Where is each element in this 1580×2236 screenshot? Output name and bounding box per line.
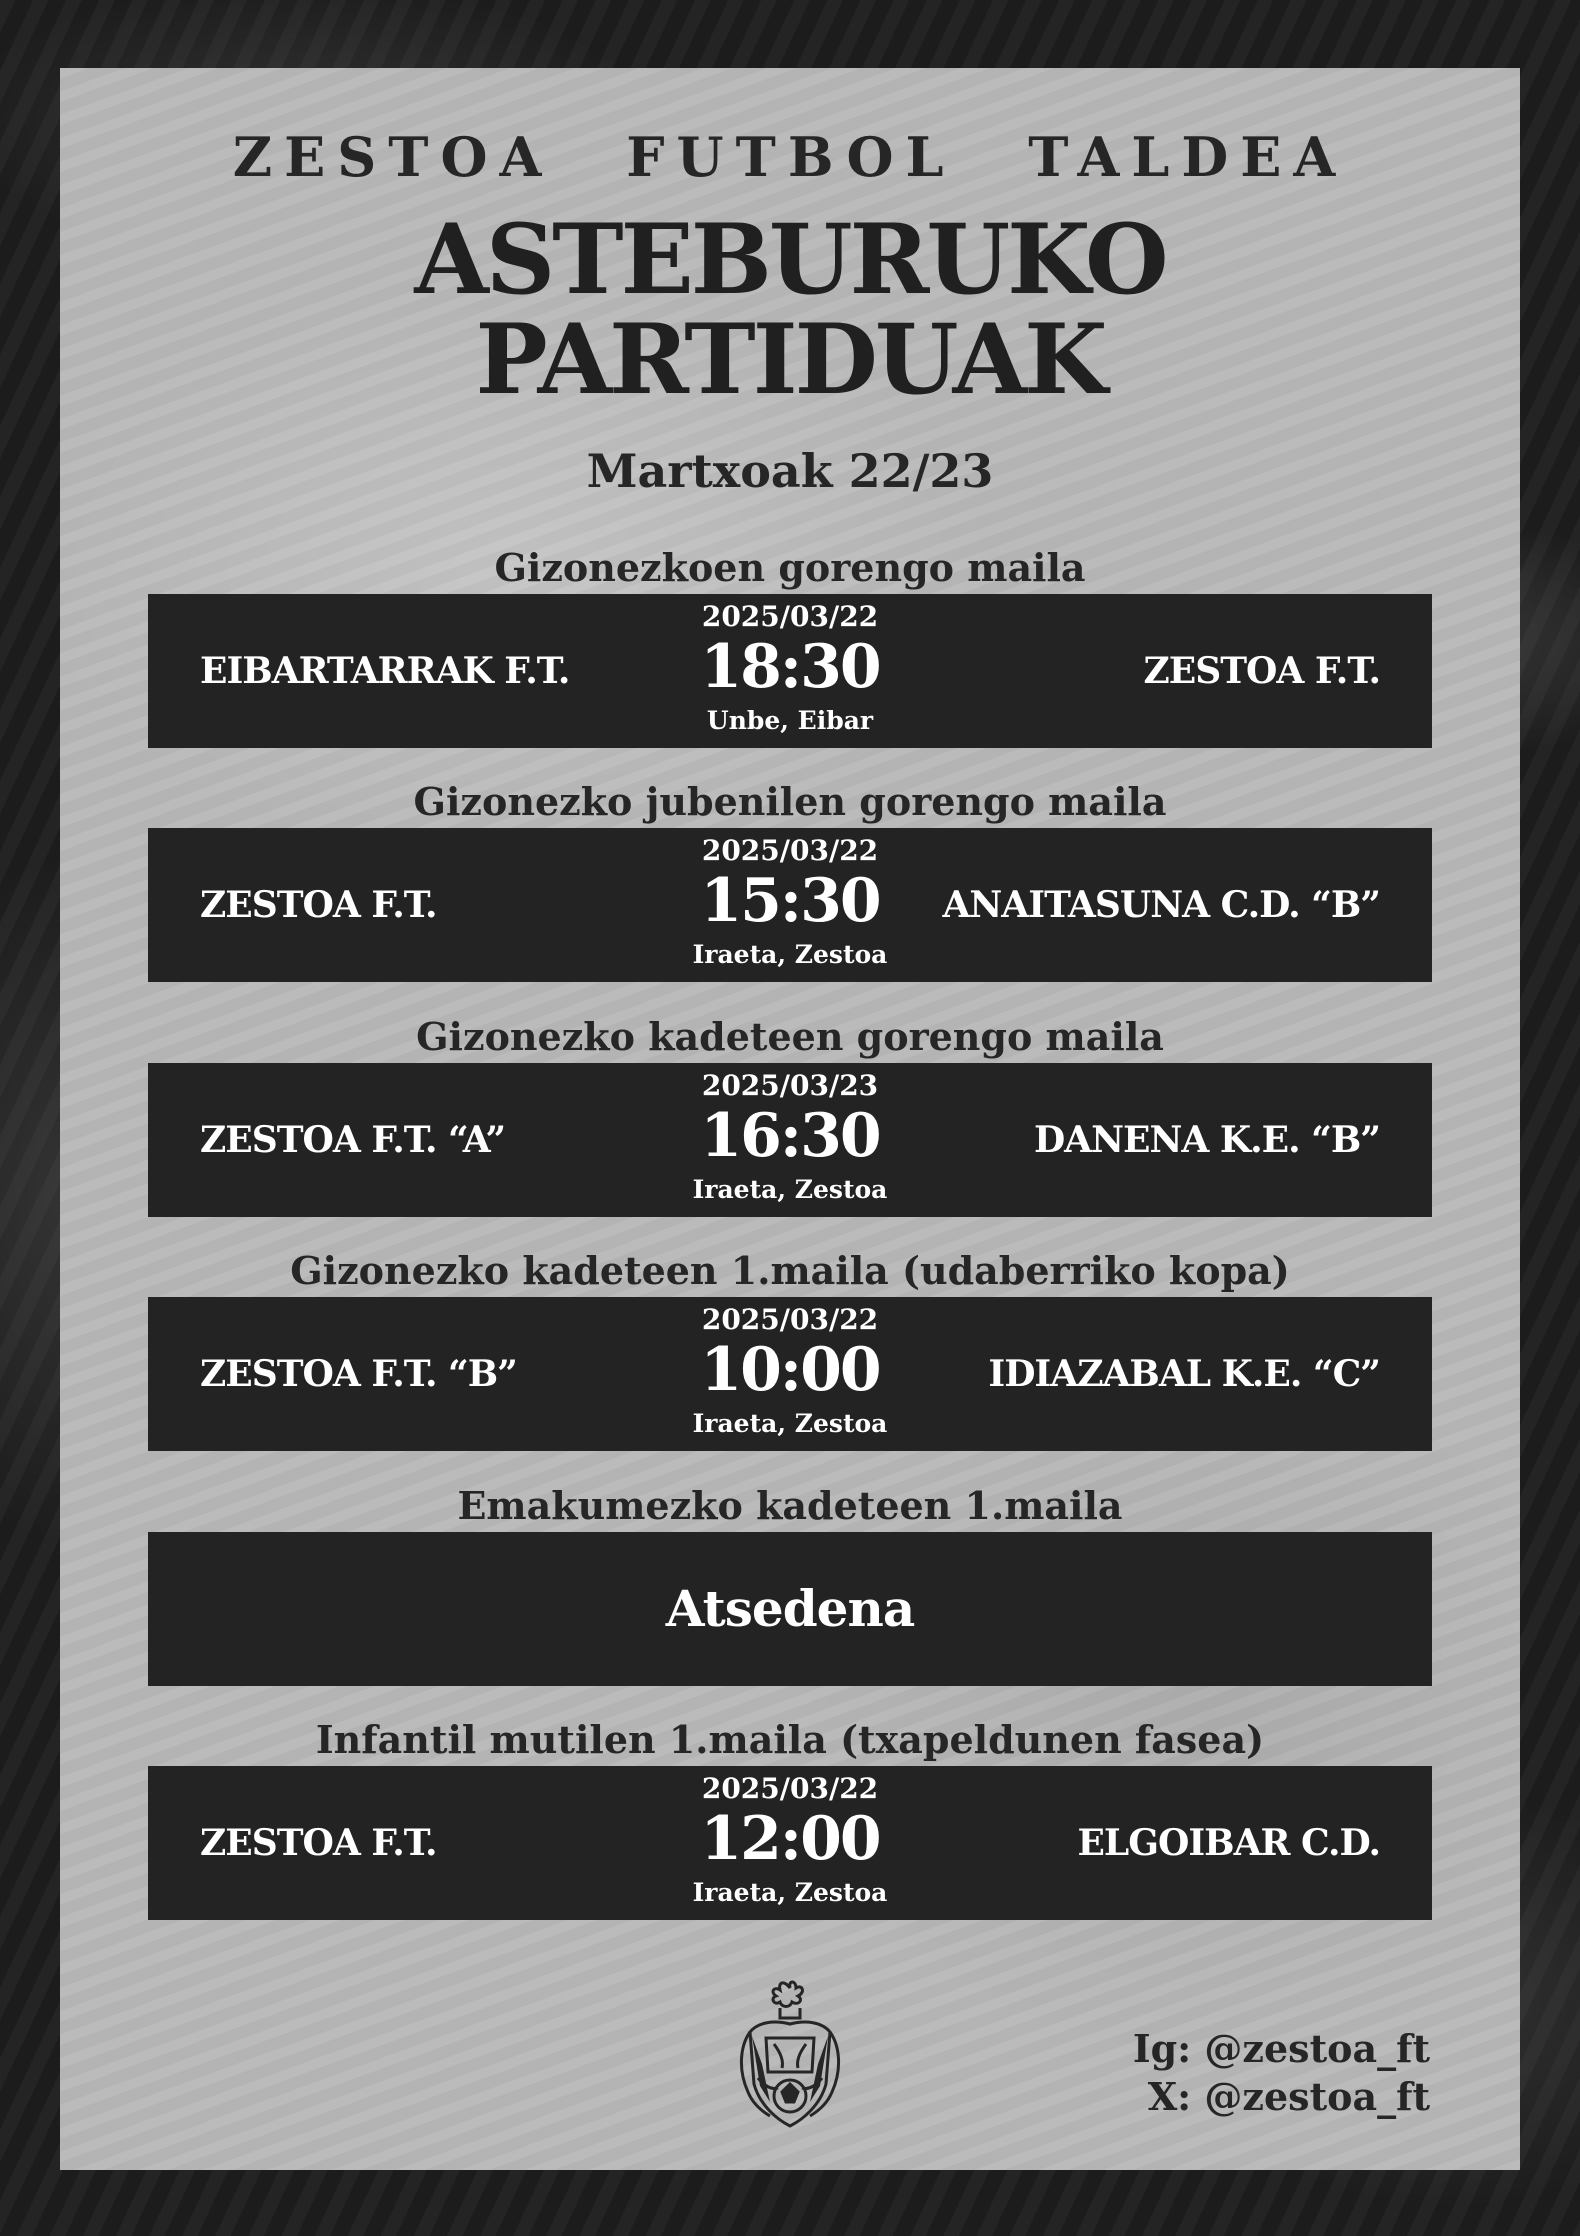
instagram-handle: Ig: @zestoa_ft	[1132, 2026, 1430, 2071]
match-time: 10:00	[700, 1335, 880, 1405]
home-team: ZESTOA F.T.	[200, 1822, 437, 1864]
rest-label: Atsedena	[665, 1579, 915, 1638]
home-team: ZESTOA F.T. “A”	[200, 1119, 506, 1161]
home-team: ZESTOA F.T.	[200, 884, 437, 926]
match-date: 2025/03/22	[701, 1303, 879, 1336]
match-info	[590, 1297, 990, 1451]
match-date: 2025/03/23	[701, 1069, 879, 1102]
category-label: Gizonezko kadeteen 1.maila (udaberriko kopa)	[290, 1248, 1290, 1293]
away-team: IDIAZABAL K.E. “C”	[988, 1353, 1380, 1395]
club-name: ZESTOA FUTBOL TALDEA	[232, 125, 1348, 189]
match-section	[148, 1245, 1432, 1438]
match-box	[148, 1532, 1432, 1686]
match-venue: Iraeta, Zestoa	[692, 1409, 888, 1438]
match-box	[148, 594, 1432, 748]
club-crest-icon	[730, 1974, 850, 2134]
away-team: ANAITASUNA C.D. “B”	[942, 884, 1380, 926]
away-team: ELGOIBAR C.D.	[1077, 1822, 1380, 1864]
away-team: DANENA K.E. “B”	[1033, 1119, 1380, 1161]
poster	[60, 68, 1520, 2170]
match-section	[148, 1714, 1432, 1907]
away-team: ZESTOA F.T.	[1143, 650, 1380, 692]
match-section	[148, 1011, 1432, 1204]
weekend-dates: Martxoak 22/23	[586, 444, 994, 498]
match-info	[590, 594, 990, 748]
match-venue: Iraeta, Zestoa	[692, 1878, 888, 1907]
match-info	[590, 828, 990, 982]
match-venue: Iraeta, Zestoa	[692, 1175, 888, 1204]
match-venue: Iraeta, Zestoa	[692, 940, 888, 969]
match-time: 18:30	[700, 632, 880, 702]
page-title	[60, 203, 1520, 416]
match-box	[148, 828, 1432, 982]
category-label: Gizonezko kadeteen gorengo maila	[416, 1014, 1164, 1059]
match-time: 16:30	[700, 1101, 880, 1171]
match-date: 2025/03/22	[701, 1772, 879, 1805]
x-handle: X: @zestoa_ft	[1147, 2074, 1430, 2119]
home-team: ZESTOA F.T. “B”	[200, 1353, 517, 1395]
title-line-2: PARTIDUAK	[475, 303, 1105, 416]
match-date: 2025/03/22	[701, 834, 879, 867]
title-line-1: ASTEBURUKO	[414, 203, 1166, 316]
match-date: 2025/03/22	[701, 600, 879, 633]
match-box	[148, 1297, 1432, 1451]
match-box	[148, 1063, 1432, 1217]
match-venue: Unbe, Eibar	[706, 706, 874, 735]
match-time: 15:30	[700, 866, 880, 936]
home-team: EIBARTARRAK F.T.	[200, 650, 570, 692]
match-info	[590, 1063, 990, 1217]
match-section	[148, 542, 1432, 735]
match-info	[590, 1766, 990, 1920]
category-label: Gizonezko jubenilen gorengo maila	[413, 779, 1167, 824]
match-section	[148, 776, 1432, 969]
match-section	[148, 1480, 1432, 1638]
category-label: Infantil mutilen 1.maila (txapeldunen fasea)	[315, 1717, 1265, 1762]
category-label: Gizonezkoen gorengo maila	[494, 545, 1086, 590]
social-handles	[1133, 2025, 1430, 2121]
match-box	[148, 1766, 1432, 1920]
category-label: Emakumezko kadeteen 1.maila	[457, 1483, 1123, 1528]
match-time: 12:00	[700, 1804, 880, 1874]
